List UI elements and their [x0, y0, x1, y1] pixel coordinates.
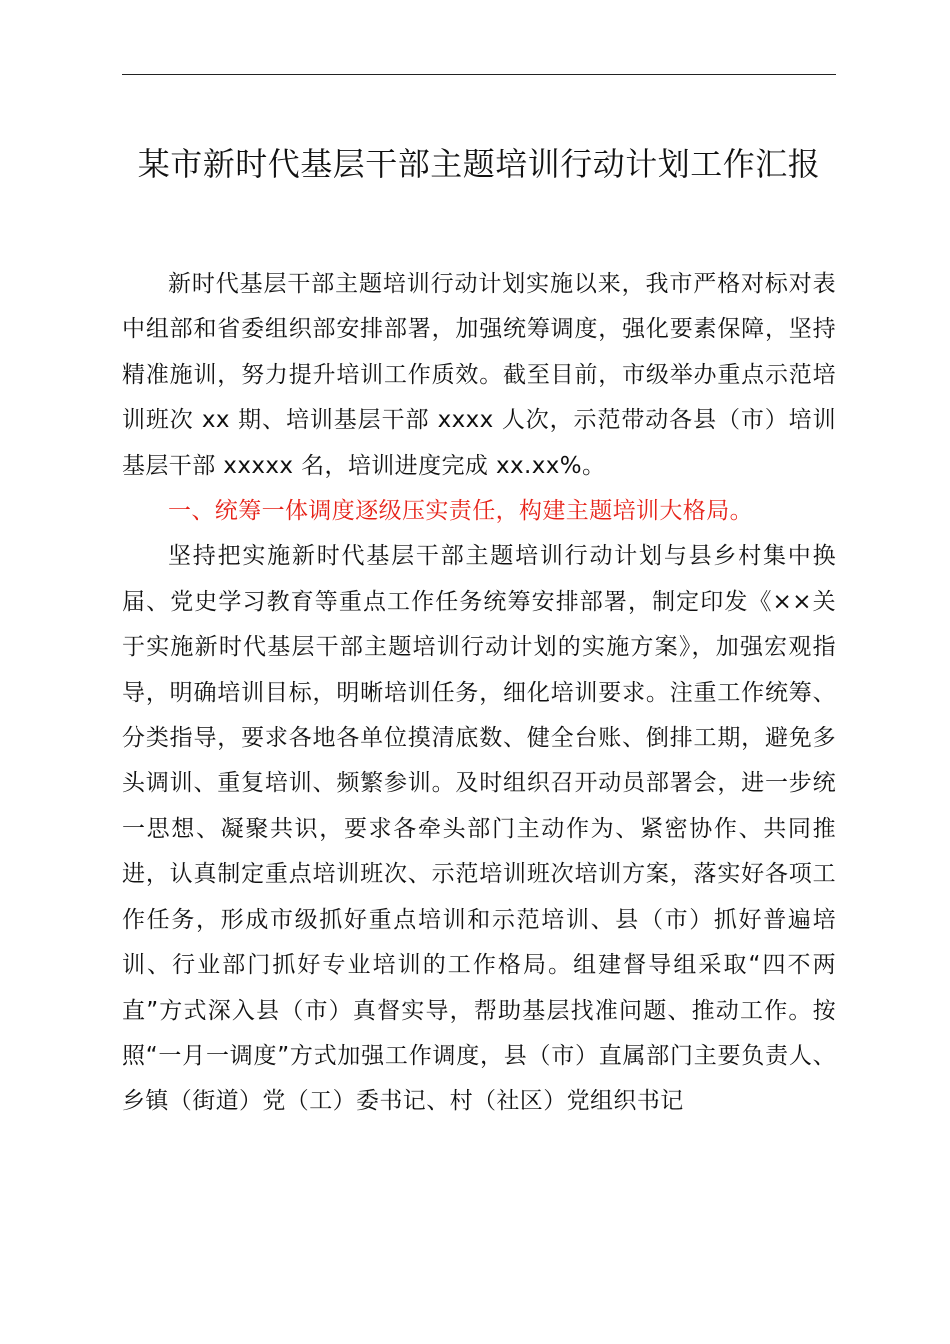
document-body	[122, 262, 836, 1125]
document-title: 某市新时代基层干部主题培训行动计划工作汇报	[137, 145, 821, 183]
intro-paragraph: 新时代基层干部主题培训行动计划实施以来，我市严格对标对表中组部和省委组织部安排部署，加强统筹调度，强化要素保障，坚持精准施训，努力提升培训工作质效。截至目前，市级举办重点示范培训班次 xx 期、培训基层干部 xxxx 人次，示范带动各县（市）培训基层干部 xxxxx 名，培训进度完成 xx.xx%。	[122, 271, 836, 479]
section-1-paragraph: 坚持把实施新时代基层干部主题培训行动计划与县乡村集中换届、党史学习教育等重点工作任务统筹安排部署，制定印发《××关于实施新时代基层干部主题培训行动计划的实施方案》，加强宏观指导，明确培训目标，明晰培训任务，细化培训要求。注重工作统筹、分类指导，要求各地各单位摸清底数、健全台账、倒排工期，避免多头调训、重复培训、频繁参训。及时组织召开动员部署会，进一步统一思想、凝聚共识，要求各牵头部门主动作为、紧密协作、共同推进，认真制定重点培训班次、示范培训班次培训方案，落实好各项工作任务，形成市级抓好重点培训和示范培训、县（市）抓好普遍培训、行业部门抓好专业培训的工作格局。组建督导组采取“四不两直”方式深入县（市）真督实导，帮助基层找准问题、推动工作。按照“一月一调度”方式加强工作调度，县（市）直属部门主要负责人、乡镇（街道）党（工）委书记、村（社区）党组织书记	[122, 543, 836, 1115]
header-rule	[122, 74, 836, 75]
section-heading-1: 一、统筹一体调度逐级压实责任，构建主题培训大格局。	[168, 498, 753, 525]
